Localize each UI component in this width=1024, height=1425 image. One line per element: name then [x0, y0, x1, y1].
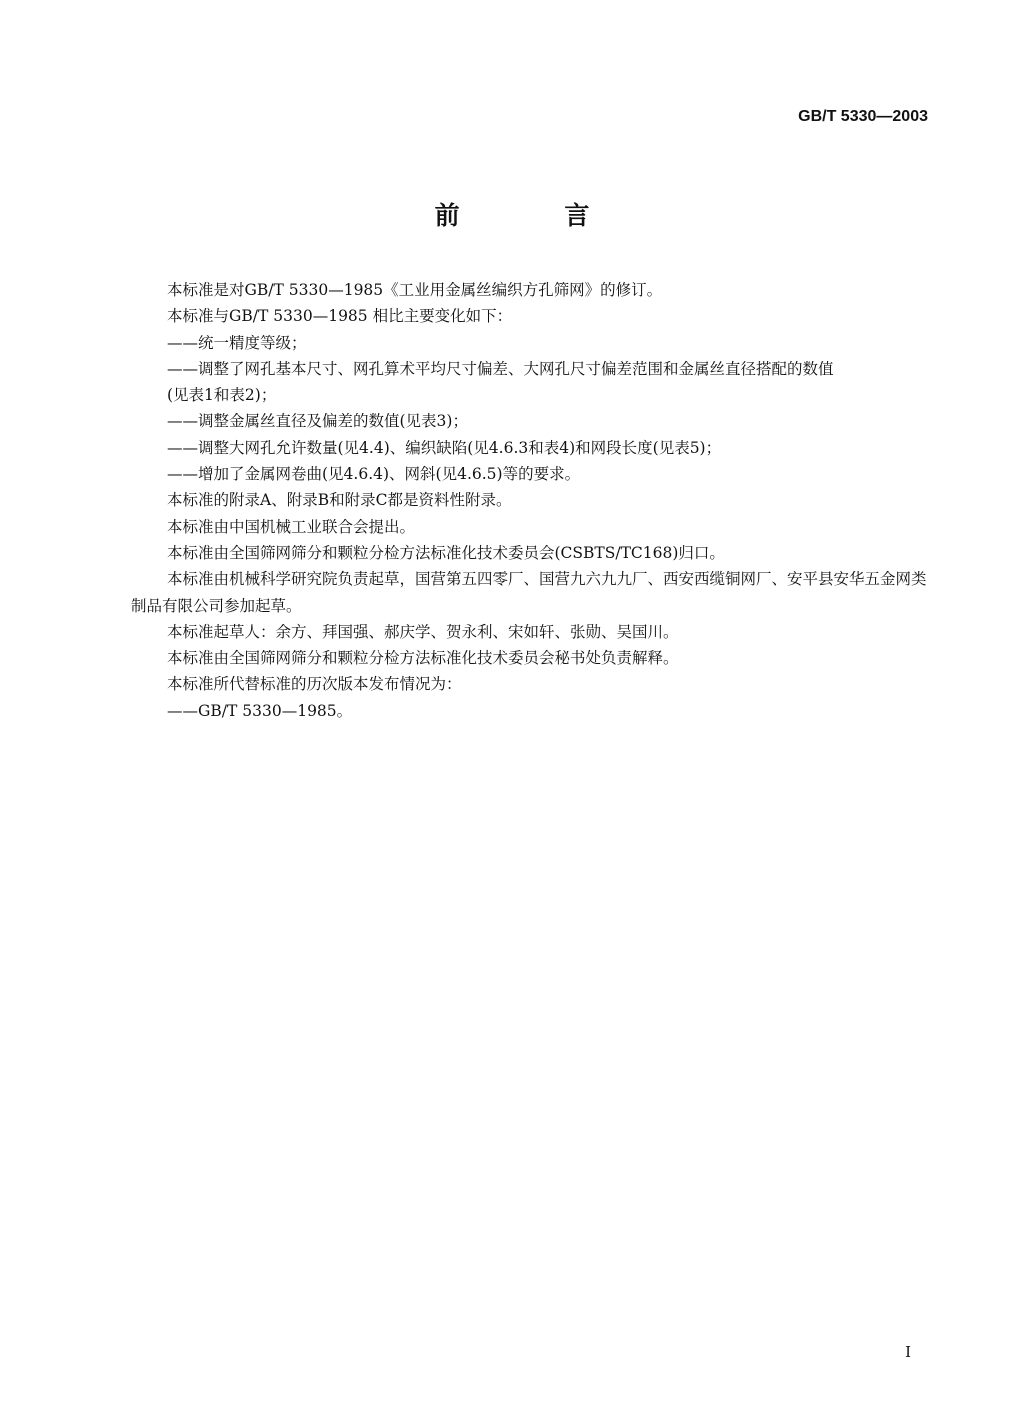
change-item-mesh-size-continued: (见表1和表2)；	[167, 386, 277, 405]
paragraph-changes-intro: 本标准与GB/T 5330—1985 相比主要变化如下：	[167, 307, 513, 326]
page-number: I	[905, 1343, 911, 1361]
paragraph-proposed-by: 本标准由中国机械工业联合会提出。	[167, 517, 416, 536]
change-item-mesh-size: ——调整了网孔基本尺寸、网孔算术平均尺寸偏差、大网孔尺寸偏差范围和金属丝直径搭配的数值	[167, 359, 834, 378]
paragraph-history-intro: 本标准所代替标准的历次版本发布情况为：	[167, 675, 462, 694]
change-item-precision: ——统一精度等级；	[167, 333, 307, 352]
standard-number: GB/T 5330—2003	[798, 108, 928, 125]
paragraph-drafters: 本标准起草人：余方、拜国强、郝庆学、贺永利、宋如轩、张勋、吴国川。	[167, 622, 679, 641]
page-title: 前 言	[434, 201, 638, 230]
paragraph-revision: 本标准是对GB/T 5330—1985《工业用金属丝编织方孔筛网》的修订。	[167, 281, 663, 299]
paragraph-annexes: 本标准的附录A、附录B和附录C都是资料性附录。	[167, 491, 512, 510]
paragraph-centralized-by: 本标准由全国筛网筛分和颗粒分检方法标准化技术委员会(CSBTS/TC168)归口。	[167, 543, 725, 562]
change-item-large-aperture: ——调整大网孔允许数量(见4.4)、编织缺陷(见4.6.3和表4)和网段长度(见表5)；	[167, 438, 722, 457]
history-item: ——GB/T 5330—1985。	[167, 701, 353, 720]
paragraph-interpretation: 本标准由全国筛网筛分和颗粒分检方法标准化技术委员会秘书处负责解释。	[167, 649, 679, 668]
change-item-curl-skew: ——增加了金属网卷曲(见4.6.4)、网斜(见4.6.5)等的要求。	[167, 465, 581, 484]
foreword-body	[131, 277, 931, 724]
change-item-wire-diameter: ——调整金属丝直径及偏差的数值(见表3)；	[167, 412, 468, 431]
paragraph-drafting-organizations: 本标准由机械科学研究院负责起草，国营第五四零厂、国营九六九九厂、西安西缆铜网厂、安平县安华五金网类制品有限公司参加起草。	[131, 570, 927, 615]
